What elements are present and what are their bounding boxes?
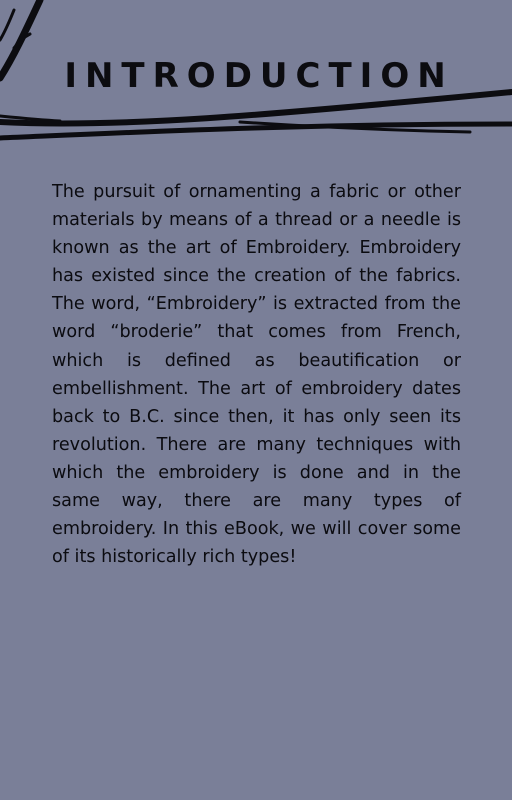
page-title: INTRODUCTION bbox=[64, 56, 454, 96]
introduction-paragraph: The pursuit of ornamenting a fabric or other materials by means of a thread or a needle is known as the art of Embroidery. Embroidery has existed since the creation of the fabrics. The word, “Embroidery” is extracted from the word “broderie” that comes from French, which is defined as beautification or embellishment. The art of embroidery dates back to B.C. since then, it has only seen its revolution. There are many techniques with which the embroidery is done and in the same way, there are many types of embroidery. In this eBook, we will cover some of its historically rich types! bbox=[52, 182, 461, 568]
